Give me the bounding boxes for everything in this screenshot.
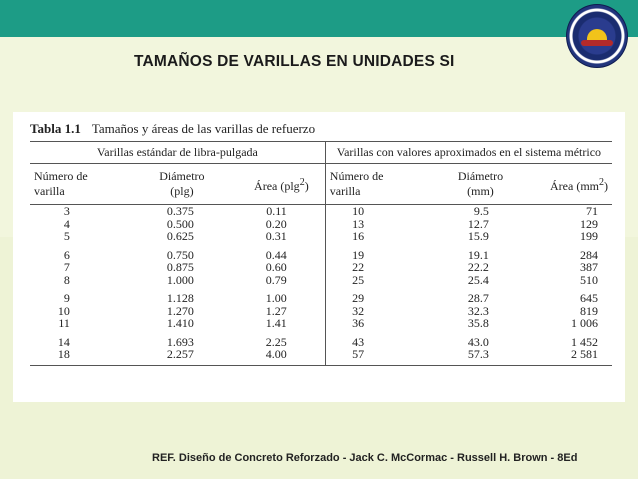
table-cell: 7 xyxy=(63,260,70,274)
table-cell: 28.7 xyxy=(467,291,489,305)
table-row xyxy=(30,305,612,318)
table-cell: 10 xyxy=(57,303,70,318)
university-seal-icon xyxy=(566,4,628,68)
table-cell: 57.3 xyxy=(422,348,539,365)
col-header-bar-number: Número de varilla xyxy=(30,164,126,205)
table-caption-text: Tamaños y áreas de las varillas de refuerzo xyxy=(91,121,316,136)
table-cell: 510 xyxy=(580,272,598,287)
col-header-diameter-in: Diámetro (plg) xyxy=(126,164,238,205)
table-cell: 36 xyxy=(325,317,422,330)
table-cell: 22 xyxy=(325,261,422,274)
table-cell: 199 xyxy=(580,229,598,243)
table-cell: 0.31 xyxy=(265,229,287,243)
table-cell: 1.00 xyxy=(265,291,287,305)
col-header-bar-number-metric: Número de varilla xyxy=(325,164,422,205)
group-header-metric: Varillas con valores aproximados en el sistema métrico xyxy=(325,142,612,164)
table-row xyxy=(30,230,612,243)
table-cell: 6 xyxy=(63,247,70,262)
table-cell: 1.410 xyxy=(166,316,194,330)
table-cell: 0.750 xyxy=(166,247,194,262)
table-cell: 1 452 xyxy=(571,334,598,349)
table-cell: 0.625 xyxy=(166,229,194,243)
table-cell: 10 xyxy=(325,205,422,218)
table-cell: 18 xyxy=(30,348,126,365)
table-caption xyxy=(30,121,315,137)
col-header-area-mm: Área $(mm^2)$ xyxy=(539,164,612,205)
top-bar xyxy=(0,0,638,37)
table-row xyxy=(30,205,612,218)
table-cell: 9 xyxy=(63,291,70,305)
table-caption-number: Tabla 1.1 xyxy=(30,121,81,136)
table-cell: 0.79 xyxy=(265,272,287,287)
table-cell: 4 xyxy=(63,216,70,231)
table-cell: 0.500 xyxy=(166,216,194,231)
table-cell: 2.257 xyxy=(126,348,238,365)
table-cell: 16 xyxy=(325,230,422,243)
table-cell: 2 581 xyxy=(539,348,612,365)
table-cell: 43.0 xyxy=(467,334,489,349)
table-cell: 387 xyxy=(580,260,598,274)
table-cell: 19.1 xyxy=(467,247,489,262)
table-cell: 13 xyxy=(325,218,422,231)
table-cell: 129 xyxy=(580,216,598,231)
table-row xyxy=(30,261,612,274)
table-cell: 2.25 xyxy=(265,334,287,349)
table-cell: 22.2 xyxy=(467,260,489,274)
table-cell: 819 xyxy=(580,303,598,318)
table-row xyxy=(30,317,612,330)
table-cell: 57 xyxy=(325,348,422,365)
table-cell: 12.7 xyxy=(467,216,489,231)
reference-footer: REF. Diseño de Concreto Reforzado - Jack C. McCormac - Russell H. Brown - 8Ed xyxy=(152,452,578,464)
table-cell: 19 xyxy=(325,243,422,262)
table-cell: 1.693 xyxy=(166,334,194,349)
table-cell: 25 xyxy=(325,274,422,287)
table-cell: 71 xyxy=(586,204,598,218)
table-cell: 14 xyxy=(57,334,70,349)
table-cell: 8 xyxy=(63,272,70,287)
table-cell: 4.00 xyxy=(238,348,325,365)
table-body xyxy=(30,205,612,366)
table-row xyxy=(30,218,612,231)
table-cell: 32 xyxy=(325,305,422,318)
table-cell: 35.8 xyxy=(467,316,489,330)
table-row xyxy=(30,348,612,365)
table-cell: 1.27 xyxy=(265,303,287,318)
table-cell: 1.41 xyxy=(265,316,287,330)
wave-emblem xyxy=(581,40,613,46)
col-header-diameter-mm: Diámetro (mm) xyxy=(422,164,539,205)
table-cell: 15.9 xyxy=(467,229,489,243)
table-cell: 645 xyxy=(580,291,598,305)
rebar-table xyxy=(30,141,612,366)
table-cell: 0.60 xyxy=(265,260,287,274)
table-cell: 5 xyxy=(63,229,70,243)
table-cell: 0.11 xyxy=(266,204,287,218)
table-cell: 0.20 xyxy=(265,216,287,231)
table-cell: 1.270 xyxy=(166,303,194,318)
table-cell: 0.44 xyxy=(265,247,287,262)
table-cell: 11 xyxy=(58,316,70,330)
table-cell: 32.3 xyxy=(467,303,489,318)
col-header-area-in: Área (plg$^2$) xyxy=(238,164,325,205)
table-cell: 0.375 xyxy=(166,204,194,218)
table-cell: 43 xyxy=(325,330,422,349)
group-header-inch: Varillas estándar de libra-pulgada xyxy=(30,142,325,164)
table-image-panel xyxy=(13,112,625,402)
table-cell: 3 xyxy=(63,204,70,218)
slide-title: TAMAÑOS DE VARILLAS EN UNIDADES SI xyxy=(134,53,455,70)
table-cell: 284 xyxy=(580,247,598,262)
table-cell: 9.5 xyxy=(473,204,489,218)
table-cell: 1.128 xyxy=(166,291,194,305)
table-row xyxy=(30,274,612,287)
table-cell: 0.875 xyxy=(166,260,194,274)
table-row xyxy=(30,330,612,349)
table-cell: 29 xyxy=(325,286,422,305)
table-cell: 1.000 xyxy=(166,272,194,287)
table-row xyxy=(30,286,612,305)
table-cell: 25.4 xyxy=(467,272,489,287)
table-cell: 1 006 xyxy=(571,316,598,330)
table-row xyxy=(30,243,612,262)
